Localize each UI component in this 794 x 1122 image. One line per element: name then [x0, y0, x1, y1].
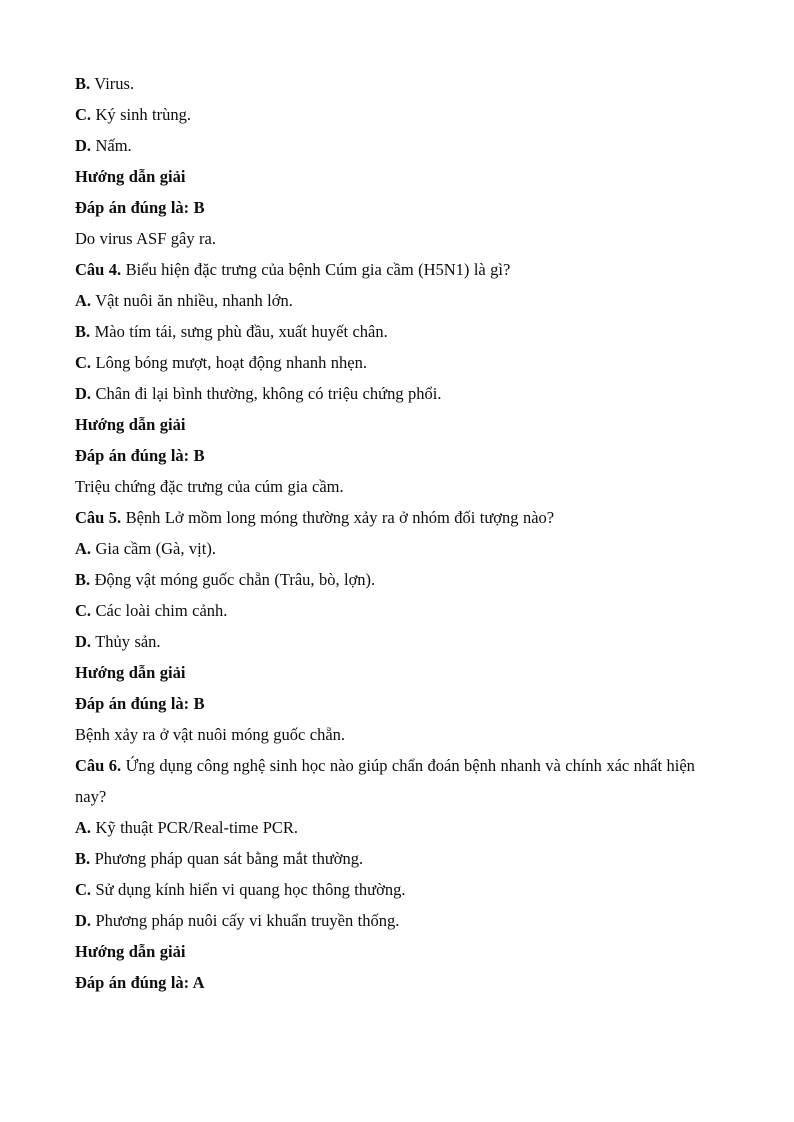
option-text: Gia cầm (Gà, vịt).: [95, 539, 216, 558]
option-marker: A.: [75, 539, 92, 558]
option-marker: C.: [75, 880, 92, 899]
answer-option: [75, 316, 720, 347]
option-marker: D.: [75, 136, 92, 155]
option-text: Chân đi lại bình thường, không có triệu chứng phổi.: [95, 384, 442, 403]
option-marker: D.: [75, 632, 92, 651]
answer-option: [75, 99, 720, 130]
option-text: Động vật móng guốc chẵn (Trâu, bò, lợn).: [94, 570, 376, 589]
option-text: Lông bóng mượt, hoạt động nhanh nhẹn.: [95, 353, 368, 372]
section-heading: Hướng dẫn giải: [75, 415, 186, 434]
question-number: Câu 4.: [75, 260, 122, 279]
document-body: [75, 68, 720, 998]
answer-option: [75, 68, 720, 99]
answer-option: [75, 564, 720, 595]
option-text: Sử dụng kính hiển vi quang học thông thường.: [95, 880, 406, 899]
section-heading: Hướng dẫn giải: [75, 663, 186, 682]
option-text: Virus.: [94, 74, 135, 93]
question-number: Câu 6.: [75, 756, 122, 775]
option-marker: B.: [75, 849, 91, 868]
option-marker: B.: [75, 570, 91, 589]
question-line: [75, 502, 720, 533]
option-text: Kỹ thuật PCR/Real-time PCR.: [95, 818, 299, 837]
option-marker: D.: [75, 911, 92, 930]
question-line: [75, 254, 720, 285]
question-number: Câu 5.: [75, 508, 122, 527]
option-marker: A.: [75, 291, 92, 310]
option-text: Nấm.: [95, 136, 132, 155]
answer-option: [75, 533, 720, 564]
explanation-text: Triệu chứng đặc trưng của cúm gia cầm.: [75, 477, 344, 496]
answer-option: [75, 130, 720, 161]
section-heading: Đáp án đúng là: B: [75, 198, 205, 217]
option-text: Vật nuôi ăn nhiều, nhanh lớn.: [95, 291, 293, 310]
answer-option: [75, 285, 720, 316]
answer-option: [75, 595, 720, 626]
explanation-text: Bệnh xảy ra ở vật nuôi móng guốc chẵn.: [75, 725, 346, 744]
answer-option: [75, 843, 720, 874]
section-heading: Hướng dẫn giải: [75, 942, 186, 961]
section-heading: Đáp án đúng là: B: [75, 694, 205, 713]
answer-option: [75, 812, 720, 843]
answer-option: [75, 347, 720, 378]
answer-option: [75, 905, 720, 936]
option-text: Các loài chim cảnh.: [95, 601, 228, 620]
option-marker: D.: [75, 384, 92, 403]
explanation-text: Do virus ASF gây ra.: [75, 229, 216, 248]
option-marker: B.: [75, 74, 91, 93]
option-marker: A.: [75, 818, 92, 837]
option-text: Mào tím tái, sưng phù đầu, xuất huyết chân.: [94, 322, 388, 341]
option-marker: C.: [75, 353, 92, 372]
option-text: Ký sinh trùng.: [95, 105, 191, 124]
option-marker: C.: [75, 601, 92, 620]
option-marker: B.: [75, 322, 91, 341]
option-text: Phương pháp nuôi cấy vi khuẩn truyền thống.: [95, 911, 400, 930]
section-heading: Hướng dẫn giải: [75, 167, 186, 186]
answer-option: [75, 626, 720, 657]
option-text: Phương pháp quan sát bằng mắt thường.: [94, 849, 364, 868]
question-text: Biểu hiện đặc trưng của bệnh Cúm gia cầm (H5N1) là gì?: [125, 260, 511, 279]
answer-option: [75, 378, 720, 409]
question-line: [75, 750, 720, 812]
answer-option: [75, 874, 720, 905]
section-heading: Đáp án đúng là: B: [75, 446, 205, 465]
option-text: Thủy sản.: [95, 632, 161, 651]
option-marker: C.: [75, 105, 92, 124]
section-heading: Đáp án đúng là: A: [75, 973, 205, 992]
question-text: Bệnh Lở mồm long móng thường xảy ra ở nhóm đối tượng nào?: [125, 508, 555, 527]
question-text: Ứng dụng công nghệ sinh học nào giúp chẩn đoán bệnh nhanh và chính xác nhất hiện nay?: [75, 756, 695, 806]
